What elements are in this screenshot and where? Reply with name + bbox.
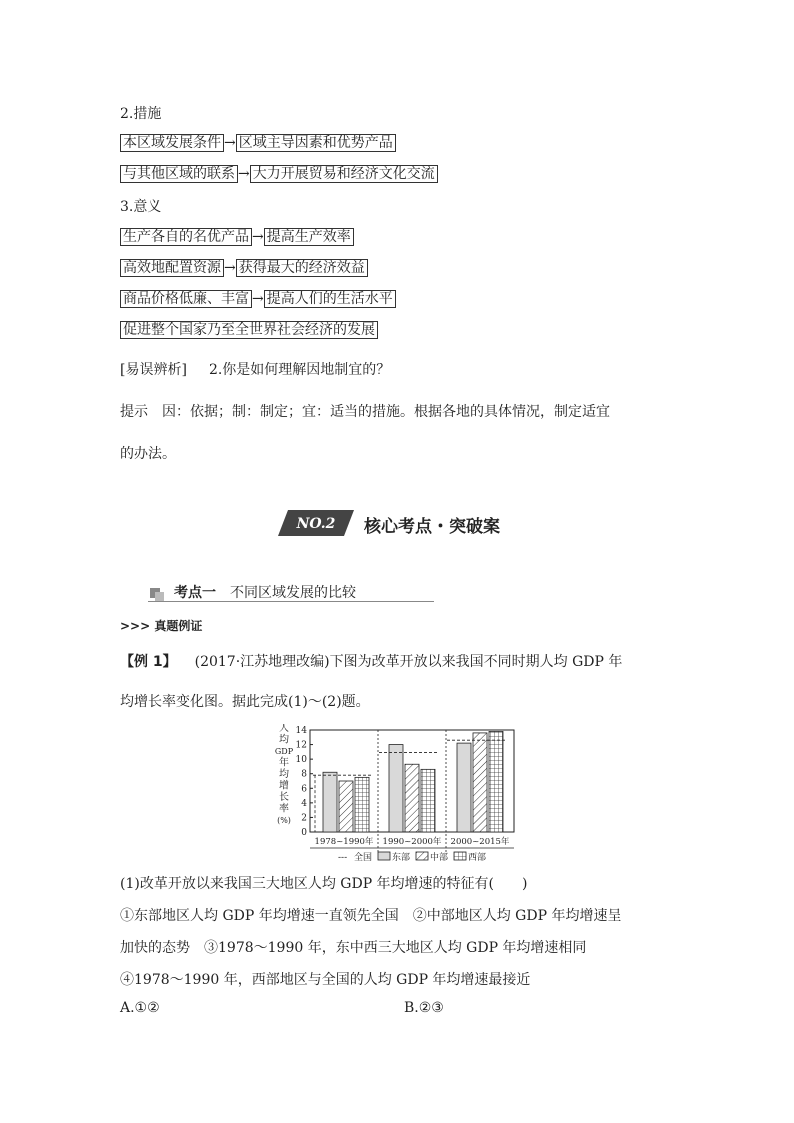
flow-row [120, 134, 396, 152]
y-label-char: 均 [279, 769, 289, 780]
topic-underline [148, 601, 434, 602]
arrow-icon: → [238, 166, 250, 182]
legend-label: 中部 [430, 853, 449, 863]
x-tick-label: 2000~2015年 [450, 837, 510, 847]
topic-square-icon [155, 592, 164, 601]
example-text: (2017·江苏地理改编)下图为改革开放以来我国不同时期人均 GDP 年 [194, 654, 623, 670]
example-text-cont: 均增长率变化图。据此完成(1)～(2)题。 [120, 694, 370, 710]
chart-legend [338, 851, 486, 863]
hint-text: 因：依据；制：制定；宜：适当的措施。根据各地的具体情况，制定适宜 [162, 404, 610, 420]
banner-tag-text: NO.2 [296, 516, 336, 532]
legend-swatch [378, 852, 390, 860]
bar-西部 [421, 769, 435, 832]
question-options-line: ①东部地区人均 GDP 年均增速一直领先全国 ②中部地区人均 GDP 年均增速呈 [120, 908, 622, 924]
bar-中部 [405, 764, 419, 832]
misconception-label: [易误辨析] [120, 362, 187, 378]
y-tick-label: 8 [301, 769, 307, 780]
flow-row [120, 259, 368, 277]
legend-label: 东部 [392, 853, 411, 863]
topic-heading [174, 582, 356, 602]
flow-row [120, 290, 396, 308]
flow-to: 提高人们的生活水平 [264, 290, 396, 308]
y-label-char: 均 [279, 734, 289, 746]
flow-from: 生产各自的名优产品 [120, 228, 252, 246]
misconception-question: 2.你是如何理解因地制宜的？ [208, 362, 391, 378]
y-label-char: 年 [279, 757, 289, 769]
flow-row [120, 165, 438, 183]
legend-national: 全国 [354, 853, 373, 863]
banner-title: 核心考点・突破案 [364, 517, 500, 537]
misconception-line [120, 359, 390, 379]
y-tick-label: 10 [295, 755, 307, 766]
bar-中部 [473, 733, 487, 832]
flow-from: 本区域发展条件 [120, 134, 224, 152]
y-label-char: 率 [279, 803, 289, 815]
flow-last: 促进整个国家乃至全世界社会经济的发展 [120, 321, 378, 339]
arrow-icon: → [224, 135, 236, 151]
question-stem: (1)改革开放以来我国三大地区人均 GDP 年均增速的特征有( ) [120, 876, 528, 892]
arrow-icon: → [252, 291, 264, 307]
example-line [120, 651, 622, 671]
hint-label: 提示 [120, 404, 148, 420]
y-label-char: GDP [274, 747, 294, 756]
legend-swatch [416, 852, 428, 860]
flow-from: 与其他区域的联系 [120, 165, 238, 183]
flow-to: 大力开展贸易和经济文化交流 [250, 165, 438, 183]
y-tick-label: 14 [295, 726, 307, 736]
y-tick-label: 6 [301, 784, 307, 795]
choice-a[interactable]: A.①② [120, 1000, 160, 1016]
choice-b[interactable]: B.②③ [404, 1000, 444, 1016]
y-label-char: 增 [279, 780, 289, 792]
x-tick-label: 1990~2000年 [382, 837, 442, 847]
bar-西部 [355, 777, 369, 832]
flow-to: 获得最大的经济效益 [236, 259, 368, 277]
flow-row [120, 321, 378, 339]
legend-label: 西部 [468, 853, 487, 863]
bar-西部 [489, 731, 503, 832]
question-options-line: 加快的态势 ③1978～1990 年，东中西三大地区人均 GDP 年均增速相同 [120, 940, 587, 956]
flow-to: 区域主导因素和优势产品 [236, 134, 396, 152]
bar-东部 [457, 743, 471, 832]
y-tick-label: 2 [301, 813, 307, 824]
y-tick-label: 12 [295, 740, 307, 751]
section2-heading: 2.措施 [120, 106, 162, 122]
y-axis-label [275, 724, 294, 825]
topic-title: 不同区域发展的比较 [230, 585, 356, 601]
flow-from: 高效地配置资源 [120, 259, 224, 277]
section3-heading: 3.意义 [120, 199, 162, 215]
hint-line [120, 401, 610, 421]
bar-中部 [339, 781, 353, 832]
bar-东部 [323, 772, 337, 832]
growth-rate-chart [262, 724, 520, 866]
arrow-icon: → [224, 260, 236, 276]
y-tick-label: 4 [301, 798, 307, 809]
y-tick-label: 0 [301, 828, 307, 838]
banner-tag [278, 510, 354, 536]
subheading: >>> 真题例证 [120, 619, 203, 633]
flow-to: 提高生产效率 [264, 228, 354, 246]
arrow-icon: → [252, 229, 264, 245]
example-label: 【例 1】 [120, 654, 177, 670]
hint-text-cont: 的办法。 [120, 446, 176, 462]
question-options-line: ④1978～1990 年，西部地区与全国的人均 GDP 年均增速最接近 [120, 972, 531, 988]
y-label-char: 长 [279, 792, 289, 803]
legend-dash: --- [338, 853, 348, 863]
x-tick-label: 1978~1990年 [314, 837, 374, 847]
y-label-char: 人 [279, 724, 289, 734]
flow-row [120, 228, 354, 246]
topic-label: 考点一 [174, 585, 216, 601]
y-label-char: (%) [277, 816, 291, 825]
legend-swatch [454, 852, 466, 860]
bar-东部 [389, 745, 403, 832]
flow-from: 商品价格低廉、丰富 [120, 290, 252, 308]
